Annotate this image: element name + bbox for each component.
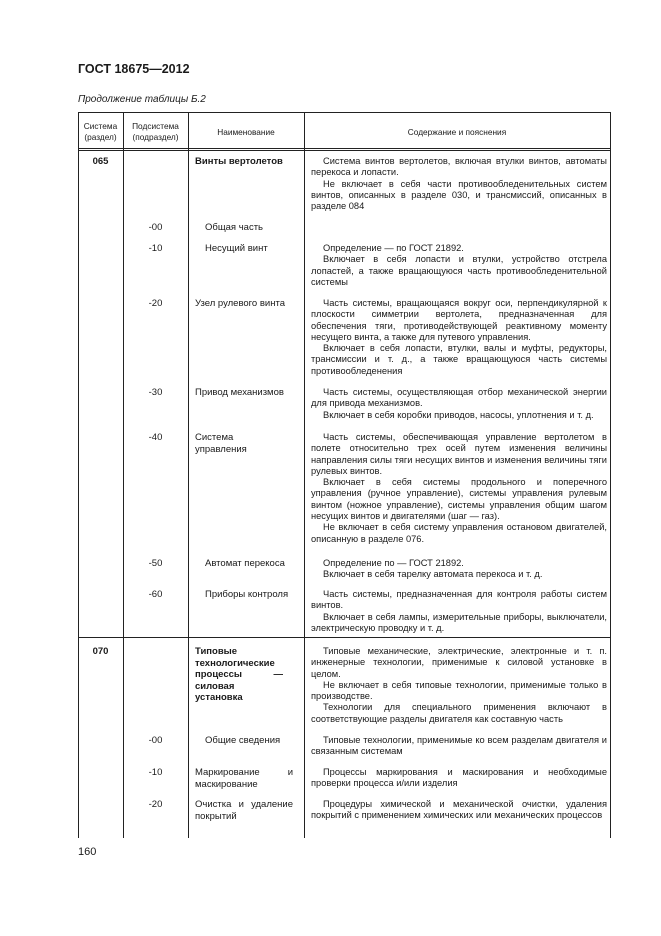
column-header-content: Содержание и пояснения bbox=[407, 126, 507, 137]
column-header-subsystem: Подсистема (подраздел) bbox=[132, 121, 179, 142]
page-number: 160 bbox=[78, 846, 97, 858]
cell-content: Определение — по ГОСТ 21892. Включает в себя лопасти и втулки, устройство отстрела лопастей, а также вращающуюся часть противообледенительной системы bbox=[311, 243, 607, 287]
cell-content: Система винтов вертолетов, включая втулки винтов, автоматы перекоса и лопасти. Не включает в себя части противообледенительных систем винтов, описанных в разделе 030, и трансмиссий, описанных в разделе 084 bbox=[311, 156, 607, 212]
cell-subsystem: -40 bbox=[148, 432, 163, 443]
cell-subsystem: -10 bbox=[148, 243, 163, 254]
cell-subsystem: -20 bbox=[148, 799, 163, 810]
cell-name: Общая часть bbox=[205, 222, 263, 233]
cell-subsystem: -00 bbox=[148, 735, 163, 746]
cell-content: Часть системы, вращающаяся вокруг оси, перпендикулярной к плоскости симметрии вертолета, предназначенная для обеспечения тяги, противодействующей реактивному моменту несущего винта, а также для путевого управления. Включает в себя лопасти, втулки, валы и муфты, редукторы, трансмиссии и т. д., а также вращающуюся часть системы противообледенения bbox=[311, 298, 607, 376]
cell-system: 065 bbox=[92, 156, 109, 167]
cell-content: Типовые технологии, применимые ко всем разделам двигателя и связанным системам bbox=[311, 735, 607, 757]
cell-content: Типовые механические, электрические, электронные и т. п. инженерные технологии, применимые к силовой установке в целом. Не включает в себя типовые технологии, применимые только в производстве. Технологии для специального применения включают в соответствующие разделы двигателя как составную часть bbox=[311, 646, 607, 724]
cell-content: Определение по — ГОСТ 21892. Включает в себя тарелку автомата перекоса и т. д. bbox=[323, 558, 543, 580]
column-header-system: Система (раздел) bbox=[83, 121, 118, 142]
table-caption: Продолжение таблицы Б.2 bbox=[78, 94, 206, 105]
cell-content: Часть системы, предназначенная для контроля работы систем винтов. Включает в себя лампы, измерительные приборы, выключатели, электрическую проводку и т. д. bbox=[311, 589, 607, 633]
cell-content: Процессы маркирования и маскирования и необходимые проверки процесса и/или изделия bbox=[311, 767, 607, 789]
cell-name: Винты вертолетов bbox=[195, 156, 283, 167]
cell-name: Система управления bbox=[195, 432, 247, 455]
column-header-name: Наименование bbox=[217, 126, 275, 137]
cell-system: 070 bbox=[92, 646, 109, 657]
cell-name: Маркирование и маскирование bbox=[195, 767, 293, 790]
cell-subsystem: -60 bbox=[148, 589, 163, 600]
cell-name: Привод механизмов bbox=[195, 387, 284, 398]
cell-content: Часть системы, осуществляющая отбор механической энергии для привода механизмов. Включает в себя коробки приводов, насосы, уплотнения и т. д. bbox=[311, 387, 607, 420]
cell-subsystem: -50 bbox=[148, 558, 163, 569]
cell-name: Общие сведения bbox=[205, 735, 281, 746]
cell-name: Очистка и удаление покрытий bbox=[195, 799, 293, 822]
cell-subsystem: -10 bbox=[148, 767, 163, 778]
cell-name: Узел рулевого винта bbox=[195, 298, 285, 309]
cell-name: Приборы контроля bbox=[205, 589, 289, 600]
cell-subsystem: -00 bbox=[148, 222, 163, 233]
cell-name: Несущий винт bbox=[205, 243, 268, 254]
standard-header: ГОСТ 18675—2012 bbox=[78, 62, 190, 76]
cell-name: Автомат перекоса bbox=[205, 558, 285, 569]
cell-subsystem: -30 bbox=[148, 387, 163, 398]
cell-subsystem: -20 bbox=[148, 298, 163, 309]
cell-name: Типовые технологические процессы — силовая установка bbox=[195, 646, 283, 703]
cell-content: Процедуры химической и механической очистки, удаления покрытий с применением химических или механических процессов bbox=[311, 799, 607, 821]
cell-content: Часть системы, обеспечивающая управление вертолетом в полете относительно трех осей путем изменения величины направления силы тяги несущих винтов и изменения величины тяги рулевых винтов. Включает в себя системы продольного и поперечного управления (ручное управление), системы управления рулевым винтом (ножное управление), системы управления общим шагом несущих винтов и двигателями (шаг — газ). Не включает в себя систему управления остановом двигателей, описанную в разделе 076. bbox=[311, 432, 607, 544]
